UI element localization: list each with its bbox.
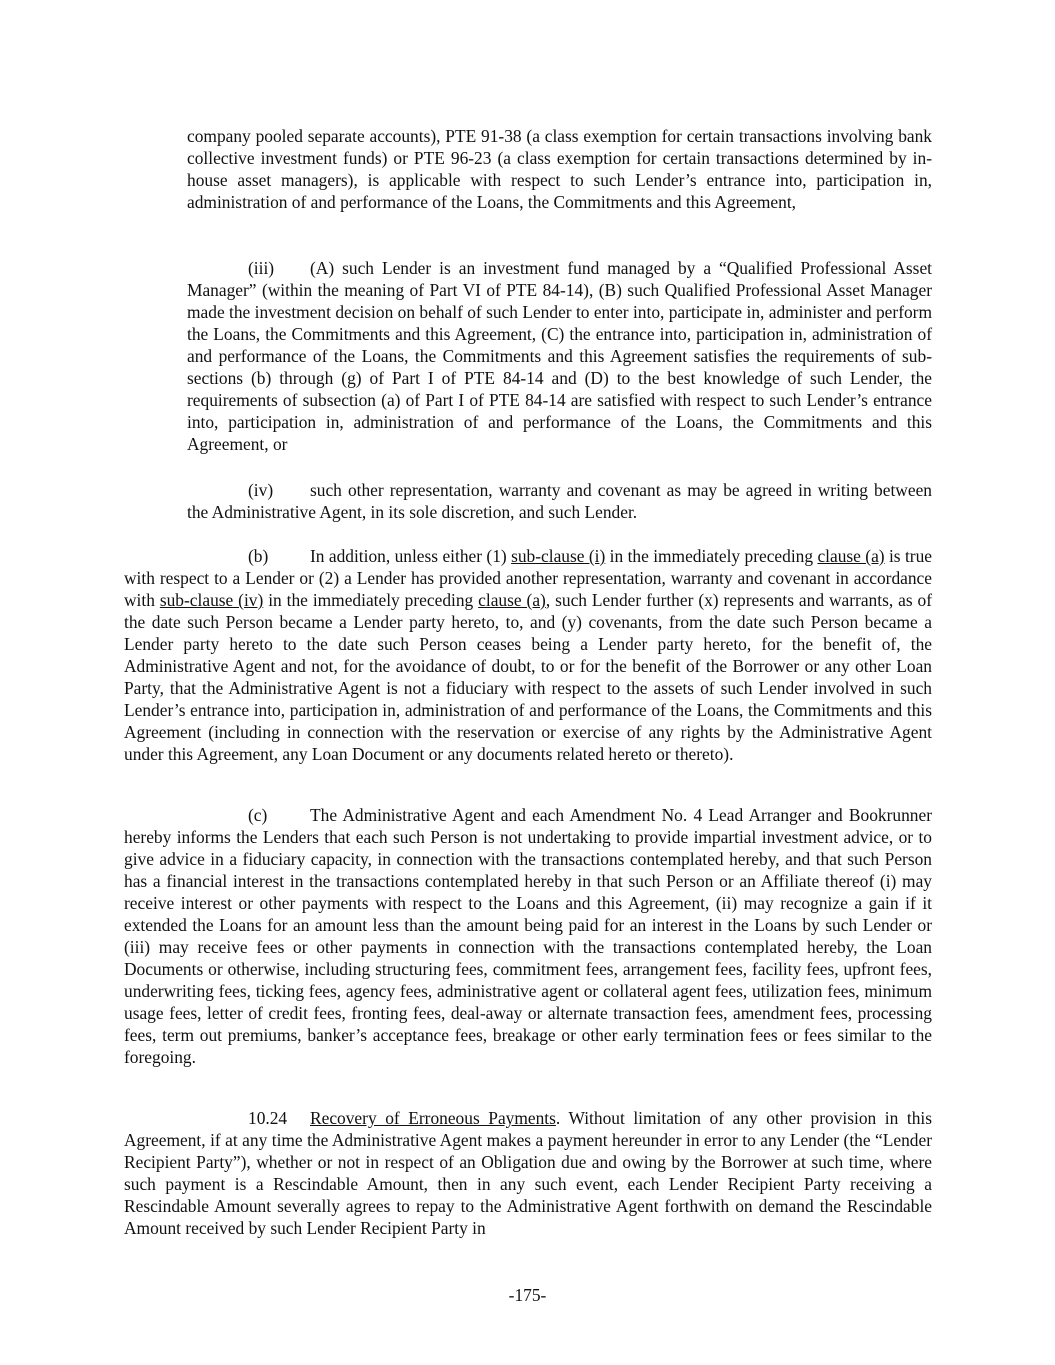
cross-reference: sub-clause (iv)	[159, 590, 264, 610]
section-10-24: 10.24 Recovery of Erroneous Payments. Without limitation of any other provision in this Agreement, if at any time the Administrative Agent makes a payment hereunder in error to any Lender (the “Lender Recipient Party”), whether or not in respect of an Obligation due and owing by the Borrower at such time, where such payment is a Rescindable Amount, then in any such event, each Lender Recipient Party receiving a Rescindable Amount severally agrees to repay to the Administrative Agent forthwith on demand the Rescindable Amount received by such Lender Recipient Party in	[124, 1108, 933, 1238]
cross-reference: sub-clause (i)	[511, 546, 606, 566]
cross-reference: clause (a)	[817, 546, 885, 566]
clause-number: (b)	[248, 546, 269, 566]
section-heading: Recovery of Erroneous Payments	[310, 1108, 556, 1128]
paragraph-b: (b) In addition, unless either (1) sub-clause (i) in the immediately preceding clause (a) is true with respect to a Lender or (2) a Lender has provided another representation, warranty and covenant in accordance with sub-clause (iv) in the immediately preceding clause (a), such Lender further (x) represents and warrants, as of the date such Person became a Lender party hereto, to, and (y) covenants, from the date such Person became a Lender party hereto to the date such Person ceases being a Lender party hereto, for the benefit of, the Administrative Agent and not, for the avoidance of doubt, to or for the benefit of the Borrower or any other Loan Party, that the Administrative Agent is not a fiduciary with respect to the assets of such Lender involved in such Lender’s entrance into, participation in, administration of and performance of the Loans, the Commitments and this Agreement (including in connection with the reservation or exercise of any rights by the Administrative Agent under this Agreement, any Loan Document or any documents related hereto or thereto).	[124, 546, 933, 764]
cross-reference: clause (a)	[478, 590, 546, 610]
page-number: -175-	[508, 1285, 547, 1305]
clause-number: (iv)	[248, 480, 274, 500]
paragraph-iv: (iv) such other representation, warranty and covenant as may be agreed in writing between the Administrative Agent, in its sole discretion, and such Lender.	[187, 480, 932, 522]
paragraph-iii: (iii) (A) such Lender is an investment fund managed by a “Qualified Professional Asset Manager” (within the meaning of Part VI of PTE 84-14), (B) such Qualified Professional Asset Manager made the investment decision on behalf of such Lender to enter into, participate in, administer and perform the Loans, the Commitments and this Agreement, (C) the entrance into, participation in, administration of and performance of the Loans, the Commitments and this Agreement satisfies the requirements of sub-sections (b) through (g) of Part I of PTE 84-14 and (D) to the best knowledge of such Lender, the requirements of subsection (a) of Part I of PTE 84-14 are satisfied with respect to such Lender’s entrance into, participation in, administration of and performance of the Loans, the Commitments and this Agreement, or	[187, 258, 932, 454]
paragraph-continued: company pooled separate accounts), PTE 91-38 (a class exemption for certain transactions involving bank collective investment funds) or PTE 96-23 (a class exemption for certain transactions determined by in-house asset managers), is applicable with respect to such Lender’s entrance into, participation in, administration of and performance of the Loans, the Commitments and this Agreement,	[187, 126, 932, 212]
clause-number: (iii)	[248, 258, 275, 278]
section-number: 10.24	[248, 1108, 288, 1128]
clause-number: (c)	[248, 805, 268, 825]
paragraph-c: (c) The Administrative Agent and each Amendment No. 4 Lead Arranger and Bookrunner hereby informs the Lenders that each such Person is not undertaking to provide impartial investment advice, or to give advice in a fiduciary capacity, in connection with the transactions contemplated hereby, and that such Person has a financial interest in the transactions contemplated hereby in that such Person or an Affiliate thereof (i) may receive interest or other payments with respect to the Loans and this Agreement, (ii) may recognize a gain if it extended the Loans for an amount less than the amount being paid for an interest in the Loans by such Lender or (iii) may receive fees or other payments in connection with the transactions contemplated hereby, the Loan Documents or otherwise, including structuring fees, commitment fees, arrangement fees, facility fees, upfront fees, underwriting fees, ticking fees, agency fees, administrative agent or collateral agent fees, utilization fees, minimum usage fees, letter of credit fees, fronting fees, deal-away or alternate transaction fees, amendment fees, processing fees, term out premiums, banker’s acceptance fees, breakage or other early termination fees or fees similar to the foregoing.	[124, 805, 932, 1067]
